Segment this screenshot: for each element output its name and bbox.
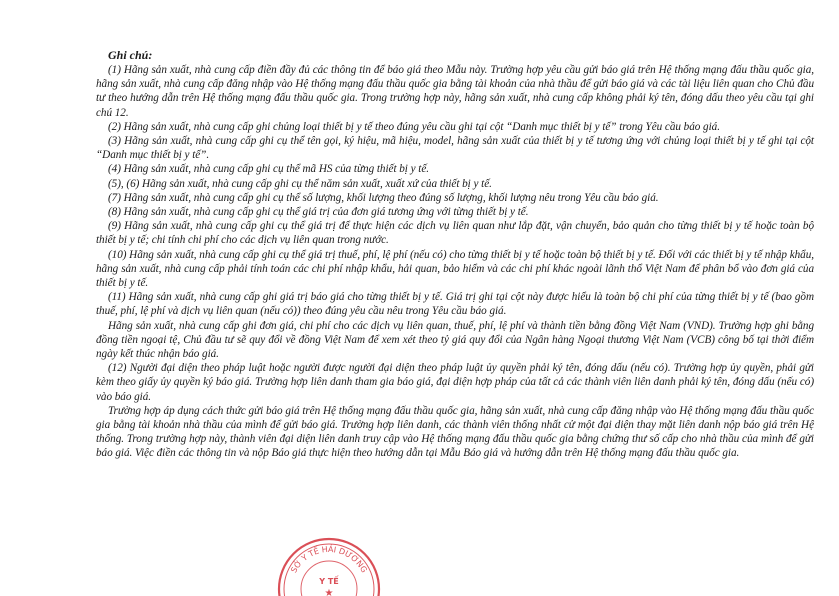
note-paragraph-currency: Hãng sản xuất, nhà cung cấp ghi đơn giá, chi phí cho các dịch vụ liên quan, thuế, phí, lệ phí và thành tiền bằng đồng Việt Nam (VND). Trường hợp ghi bằng đồng tiền ngoại tệ, Chủ đầu tư sẽ quy đổi về đồng Việt Nam để xem xét theo tỷ giá quy đổi của Ngân hàng Ngoại thương Việt Nam (VCB) công bố tại thời điểm ngày kết thúc nhận báo giá. <box>96 319 814 361</box>
note-paragraph-online: Trường hợp áp dụng cách thức gửi báo giá trên Hệ thống mạng đấu thầu quốc gia, hãng sản xuất, nhà cung cấp đăng nhập vào Hệ thống mạng đấu thầu quốc gia bằng tài khoản nhà thầu của mình để gửi báo giá. Trường hợp liên danh, các thành viên thống nhất cử một đại diện thay mặt liên danh nộp báo giá trên Hệ thống. Trong trường hợp này, thành viên đại diện liên danh truy cập vào Hệ thống mạng đấu thầu quốc gia bằng chứng thư số cấp cho nhà thầu của mình để gửi báo giá. Việc điền các thông tin và nộp Báo giá thực hiện theo hướng dẫn tại Mẫu Báo giá và hướng dẫn trên Hệ thống mạng đấu thầu quốc gia. <box>96 404 814 460</box>
note-paragraph-4: (4) Hãng sản xuất, nhà cung cấp ghi cụ thể mã HS của từng thiết bị y tế. <box>108 163 429 176</box>
notes-title: Ghi chú: <box>108 48 153 62</box>
seal-arc-text: SỞ Y TẾ HẢI DƯƠNG <box>289 544 369 575</box>
note-paragraph-3: (3) Hãng sản xuất, nhà cung cấp ghi cụ thể tên gọi, ký hiệu, mã hiệu, model, hãng sản xuất của thiết bị y tế tương ứng với chủng loại thiết bị y tế ghi tại cột “Danh mục thiết bị y tế”. <box>96 135 814 162</box>
note-paragraph-12: (12) Người đại diện theo pháp luật hoặc người được người đại diện theo pháp luật ủy quyền phải ký tên, đóng dấu (nếu có). Trường hợp ủy quyền, phải gửi kèm theo giấy ủy quyền ký báo giá. Trường hợp liên danh tham gia báo giá, đại diện hợp pháp của tất cả các thành viên liên danh phải ký tên, đóng dấu (nếu có) vào báo giá. <box>96 362 814 403</box>
official-seal-stamp <box>274 534 384 596</box>
notes-section <box>96 48 814 461</box>
note-paragraph-7: (7) Hãng sản xuất, nhà cung cấp ghi cụ thể số lượng, khối lượng theo đúng số lượng, khối lượng nêu trong Yêu cầu báo giá. <box>108 191 659 204</box>
note-paragraph-10: (10) Hãng sản xuất, nhà cung cấp ghi cụ thể giá trị thuế, phí, lệ phí (nếu có) cho từng thiết bị y tế hoặc toàn bộ thiết bị y tế. Đối với các thiết bị y tế nhập khẩu, hãng sản xuất, nhà cung cấp phải tính toán các chi phí nhập khẩu, hải quan, bảo hiểm và các chi phí khác ngoài lãnh thổ Việt Nam để phân bổ vào đơn giá của thiết bị y tế. <box>96 248 814 290</box>
note-paragraph-8: (8) Hãng sản xuất, nhà cung cấp ghi cụ thể giá trị của đơn giá tương ứng với từng thiết bị y tế. <box>108 206 529 219</box>
note-paragraph-5-6: (5), (6) Hãng sản xuất, nhà cung cấp ghi cụ thể năm sản xuất, xuất xứ của thiết bị y tế. <box>108 177 492 190</box>
seal-star-icon: ★ <box>324 588 334 596</box>
note-paragraph-9: (9) Hãng sản xuất, nhà cung cấp ghi cụ thể giá trị để thực hiện các dịch vụ liên quan như lắp đặt, vận chuyển, bảo quản cho từng thiết bị y tế hoặc toàn bộ thiết bị y tế; chi tính chi phí cho các dịch vụ liên quan trong nước. <box>96 220 814 247</box>
note-paragraph-2: (2) Hãng sản xuất, nhà cung cấp ghi chủng loại thiết bị y tế theo đúng yêu cầu ghi tại cột “Danh mục thiết bị y tế” trong Yêu cầu báo giá. <box>108 120 720 133</box>
seal-center-text: Y TẾ <box>319 577 339 586</box>
note-paragraph-11: (11) Hãng sản xuất, nhà cung cấp ghi giá trị báo giá cho từng thiết bị y tế. Giá trị ghi tại cột này được hiểu là toàn bộ chi phí của từng thiết bị y tế (bao gồm thuế, phí, lệ phí và dịch vụ liên quan (nếu có)) theo đúng yêu cầu nêu trong Yêu cầu báo giá. <box>96 291 814 318</box>
note-paragraph-1: (1) Hãng sản xuất, nhà cung cấp điền đầy đủ các thông tin để báo giá theo Mẫu này. Trường hợp yêu cầu gửi báo giá trên Hệ thống mạng đấu thầu quốc gia, hãng sản xuất, nhà cung cấp đăng nhập vào Hệ thống mạng đấu thầu quốc gia bằng tài khoản của nhà thầu để gửi báo giá và các tài liệu liên quan cho Chủ đầu tư theo hướng dẫn trên Hệ thống mạng đấu thầu quốc gia. Trong trường hợp này, hãng sản xuất, nhà cung cấp không phải ký tên, đóng dấu theo yêu cầu tại ghi chú 12. <box>96 64 814 119</box>
seal-icon <box>274 534 384 596</box>
